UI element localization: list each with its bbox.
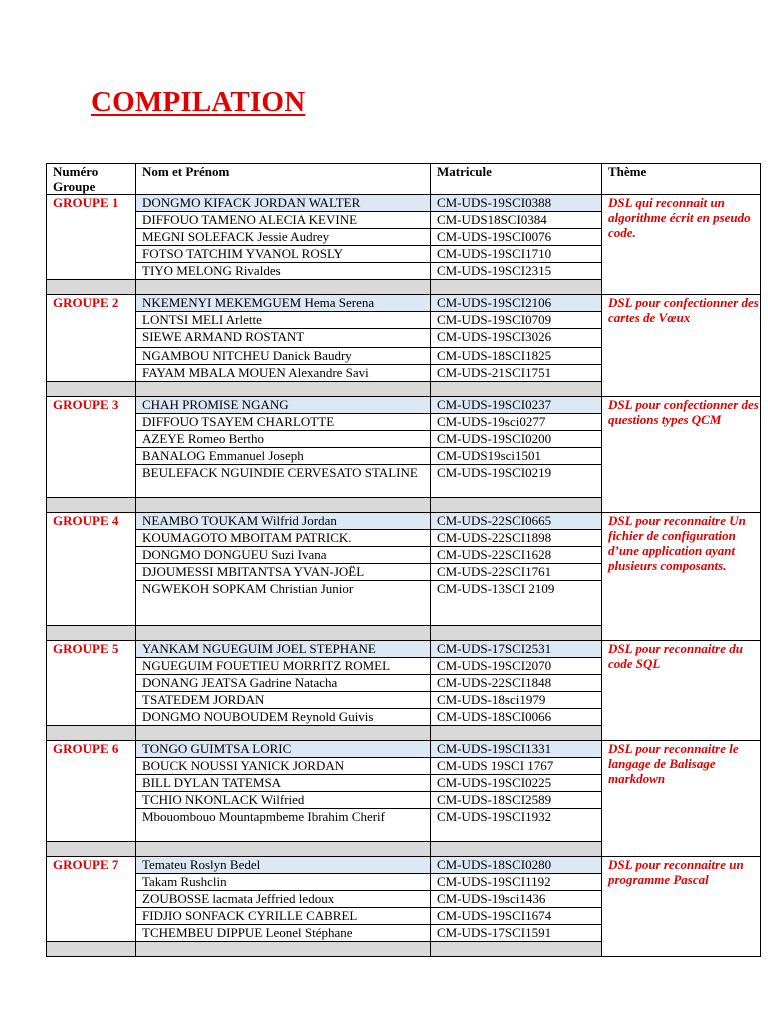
separator-cell — [47, 842, 136, 857]
member-matricule: CM-UDS-19SCI1674 — [431, 908, 602, 925]
member-matricule: CM-UDS-18SCI0280 — [431, 857, 602, 874]
separator-cell — [136, 498, 431, 513]
separator-cell — [47, 942, 136, 957]
member-matricule: CM-UDS-19SCI0076 — [431, 229, 602, 246]
header-matricule: Matricule — [431, 164, 602, 195]
table-body — [47, 195, 761, 957]
member-matricule: CM-UDS-18SCI2589 — [431, 792, 602, 809]
member-matricule: CM-UDS19sci1501 — [431, 448, 602, 465]
member-matricule: CM-UDS-19SCI2106 — [431, 295, 602, 312]
member-matricule: CM-UDS-22SCI1761 — [431, 564, 602, 581]
member-name: BOUCK NOUSSI YANICK JORDAN — [136, 758, 431, 775]
table-row — [47, 295, 761, 312]
member-matricule: CM-UDS-19SCI2070 — [431, 658, 602, 675]
separator-cell — [136, 726, 431, 741]
group-theme: DSL qui reconnait un algorithme écrit en pseudo code. — [602, 195, 761, 295]
member-name: DONGMO KIFACK JORDAN WALTER — [136, 195, 431, 212]
header-groupe: Numéro Groupe — [47, 164, 136, 195]
group-label: GROUPE 1 — [47, 195, 136, 280]
member-matricule: CM-UDS-19SCI1192 — [431, 874, 602, 891]
member-matricule: CM-UDS-18SCI1825 — [431, 348, 602, 365]
separator-cell — [136, 626, 431, 641]
table-row — [47, 397, 761, 414]
table-row — [47, 513, 761, 530]
group-theme: DSL pour confectionner des questions types QCM — [602, 397, 761, 513]
group-theme: DSL pour reconnaitre Un fichier de configuration d’une application ayant plusieurs composants. — [602, 513, 761, 641]
member-matricule: CM-UDS-17SCI2531 — [431, 641, 602, 658]
member-name: BEULEFACK NGUINDIE CERVESATO STALINE — [136, 465, 431, 498]
separator-cell — [47, 498, 136, 513]
member-name: TCHEMBEU DIPPUE Leonel Stéphane — [136, 925, 431, 942]
member-matricule: CM-UDS-19SCI0388 — [431, 195, 602, 212]
member-name: NGUEGUIM FOUETIEU MORRITZ ROMEL — [136, 658, 431, 675]
group-label: GROUPE 7 — [47, 857, 136, 942]
separator-cell — [431, 626, 602, 641]
member-name: NEAMBO TOUKAM Wilfrid Jordan — [136, 513, 431, 530]
group-label: GROUPE 6 — [47, 741, 136, 842]
separator-cell — [136, 842, 431, 857]
separator-cell — [136, 942, 431, 957]
separator-cell — [431, 726, 602, 741]
document-title: COMPILATION — [91, 86, 306, 118]
separator-cell — [431, 842, 602, 857]
member-name: DONGMO NOUBOUDEM Reynold Guivis — [136, 709, 431, 726]
member-name: LONTSI MELI Arlette — [136, 312, 431, 329]
member-matricule: CM-UDS-19SCI1932 — [431, 809, 602, 842]
member-matricule: CM-UDS-19SCI2315 — [431, 263, 602, 280]
member-matricule: CM-UDS-17SCI1591 — [431, 925, 602, 942]
member-name: TIYO MELONG Rivaldes — [136, 263, 431, 280]
group-label: GROUPE 5 — [47, 641, 136, 726]
group-label: GROUPE 3 — [47, 397, 136, 498]
member-matricule: CM-UDS-19SCI0200 — [431, 431, 602, 448]
group-label: GROUPE 2 — [47, 295, 136, 382]
member-name: TCHIO NKONLACK Wilfried — [136, 792, 431, 809]
member-matricule: CM-UDS-19SCI1710 — [431, 246, 602, 263]
member-name: ZOUBOSSE lacmata Jeffried ledoux — [136, 891, 431, 908]
group-theme: DSL pour reconnaitre un programme Pascal — [602, 857, 761, 957]
member-name: Temateu Roslyn Bedel — [136, 857, 431, 874]
member-matricule: CM-UDS-19SCI1331 — [431, 741, 602, 758]
member-name: TSATEDEM JORDAN — [136, 692, 431, 709]
group-theme: DSL pour reconnaitre le langage de Balisage markdown — [602, 741, 761, 857]
group-theme: DSL pour confectionner des cartes de Vœux — [602, 295, 761, 397]
separator-cell — [431, 382, 602, 397]
member-matricule: CM-UDS-19SCI0237 — [431, 397, 602, 414]
member-name: DIFFOUO TSAYEM CHARLOTTE — [136, 414, 431, 431]
member-name: DONANG JEATSA Gadrine Natacha — [136, 675, 431, 692]
member-matricule: CM-UDS-22SCI0665 — [431, 513, 602, 530]
member-matricule: CM-UDS-18sci1979 — [431, 692, 602, 709]
member-name: Takam Rushclin — [136, 874, 431, 891]
separator-cell — [47, 726, 136, 741]
member-name: NGAMBOU NITCHEU Danick Baudry — [136, 348, 431, 365]
member-matricule: CM-UDS-19sci0277 — [431, 414, 602, 431]
member-name: FAYAM MBALA MOUEN Alexandre Savi — [136, 365, 431, 382]
member-matricule: CM-UDS-22SCI1898 — [431, 530, 602, 547]
member-matricule: CM-UDS18SCI0384 — [431, 212, 602, 229]
separator-cell — [431, 498, 602, 513]
separator-cell — [136, 280, 431, 295]
header-row — [47, 164, 761, 195]
group-label: GROUPE 4 — [47, 513, 136, 626]
member-matricule: CM-UDS-21SCI1751 — [431, 365, 602, 382]
member-name: BILL DYLAN TATEMSA — [136, 775, 431, 792]
member-name: FIDJIO SONFACK CYRILLE CABREL — [136, 908, 431, 925]
separator-cell — [47, 626, 136, 641]
member-name: DONGMO DONGUEU Suzi Ivana — [136, 547, 431, 564]
member-matricule: CM-UDS-19SCI0225 — [431, 775, 602, 792]
member-matricule: CM-UDS-19SCI0219 — [431, 465, 602, 498]
group-theme: DSL pour reconnaitre du code SQL — [602, 641, 761, 741]
table-row — [47, 195, 761, 212]
member-name: NGWEKOH SOPKAM Christian Junior — [136, 581, 431, 626]
member-name: AZEYE Romeo Bertho — [136, 431, 431, 448]
member-matricule: CM-UDS 19SCI 1767 — [431, 758, 602, 775]
member-matricule: CM-UDS-13SCI 2109 — [431, 581, 602, 626]
separator-cell — [47, 280, 136, 295]
separator-cell — [431, 280, 602, 295]
member-name: DIFFOUO TAMENO ALECIA KEVINE — [136, 212, 431, 229]
member-name: MEGNI SOLEFACK Jessie Audrey — [136, 229, 431, 246]
member-matricule: CM-UDS-19sci1436 — [431, 891, 602, 908]
member-matricule: CM-UDS-19SCI3026 — [431, 329, 602, 348]
compilation-table — [46, 163, 761, 957]
table-row — [47, 857, 761, 874]
member-matricule: CM-UDS-19SCI0709 — [431, 312, 602, 329]
member-name: CHAH PROMISE NGANG — [136, 397, 431, 414]
member-name: KOUMAGOTO MBOITAM PATRICK. — [136, 530, 431, 547]
member-name: NKEMENYI MEKEMGUEM Hema Serena — [136, 295, 431, 312]
member-name: TONGO GUIMTSA LORIC — [136, 741, 431, 758]
member-name: BANALOG Emmanuel Joseph — [136, 448, 431, 465]
separator-cell — [136, 382, 431, 397]
member-matricule: CM-UDS-22SCI1628 — [431, 547, 602, 564]
member-name: FOTSO TATCHIM YVANOL ROSLY — [136, 246, 431, 263]
member-name: DJOUMESSI MBITANTSA YVAN-JOËL — [136, 564, 431, 581]
member-name: Mbouombouo Mountapmbeme Ibrahim Cherif — [136, 809, 431, 842]
member-matricule: CM-UDS-18SCI0066 — [431, 709, 602, 726]
separator-cell — [431, 942, 602, 957]
table-row — [47, 741, 761, 758]
table-row — [47, 641, 761, 658]
member-name: SIEWE ARMAND ROSTANT — [136, 329, 431, 348]
header-theme: Thème — [602, 164, 761, 195]
member-matricule: CM-UDS-22SCI1848 — [431, 675, 602, 692]
separator-cell — [47, 382, 136, 397]
member-name: YANKAM NGUEGUIM JOEL STEPHANE — [136, 641, 431, 658]
header-nom: Nom et Prénom — [136, 164, 431, 195]
